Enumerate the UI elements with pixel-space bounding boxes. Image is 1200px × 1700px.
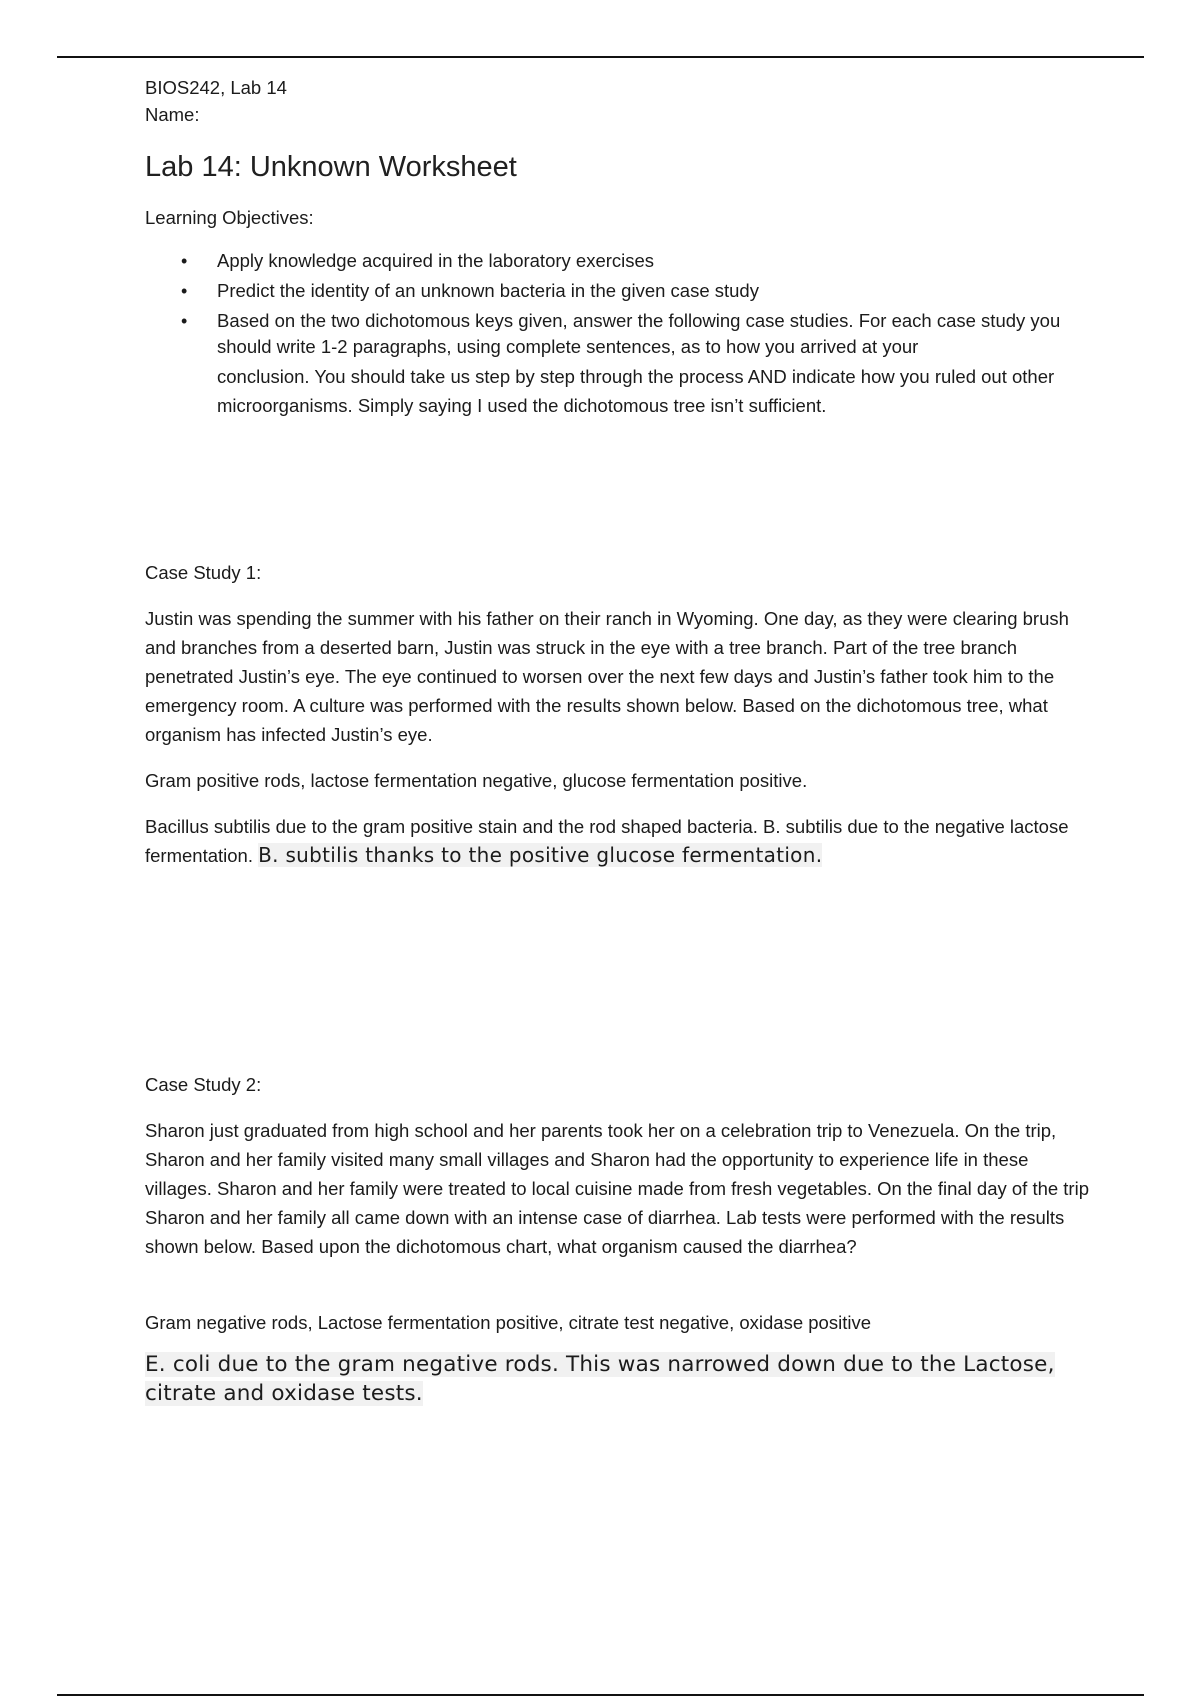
- document-page: [145, 74, 1095, 424]
- bullet-icon: •: [181, 281, 188, 301]
- case-study-2-answer-text: E. coli due to the gram negative rods. This was narrowed down due to the Lactose, citrate and oxidase tests.: [145, 1352, 1055, 1406]
- course-line: BIOS242, Lab 14: [145, 77, 287, 98]
- case-study-1-results: Gram positive rods, lactose fermentation negative, glucose fermentation positive.: [145, 770, 808, 791]
- objective-text: Apply knowledge acquired in the laboratory exercises: [217, 250, 655, 271]
- page-title: Lab 14: Unknown Worksheet: [145, 151, 517, 183]
- objectives-list: [145, 248, 1095, 420]
- objective-text: Predict the identity of an unknown bacteria in the given case study: [217, 280, 759, 301]
- case-study-1-label: Case Study 1:: [145, 562, 262, 583]
- case-study-1-answer-highlight: B. subtilis thanks to the positive glucose fermentation.: [258, 843, 823, 867]
- top-rule: [57, 56, 1144, 58]
- case-study-2-label: Case Study 2:: [145, 1074, 262, 1095]
- case-study-1-answer-text: Bacillus subtilis due to the gram positive stain and the rod shaped bacteria. B. subtilis due to the negative lactose fermentation.: [145, 816, 1069, 866]
- list-item: [181, 308, 1095, 420]
- list-item: [181, 278, 1095, 304]
- case-study-2-answer: [145, 1350, 1095, 1408]
- case-study-1-scenario: Justin was spending the summer with his father on their ranch in Wyoming. One day, as they were clearing brush and branches from a deserted barn, Justin was struck in the eye with a tree branch. Part of the tree branch penetrated Justin’s eye. The eye continued to worsen over the next few days and Justin’s father took him to the emergency room. A culture was performed with the results shown below. Based on the dichotomous tree, what organism has infected Justin’s eye.: [145, 608, 1069, 745]
- case-study-2-results: Gram negative rods, Lactose fermentation positive, citrate test negative, oxidase positive: [145, 1312, 871, 1333]
- case-study-2-scenario: Sharon just graduated from high school and her parents took her on a celebration trip to Venezuela. On the trip, Sharon and her family visited many small villages and Sharon had the opportunity to experience life in these villages. Sharon and her family were treated to local cuisine made from fresh vegetables. On the final day of the trip Sharon and her family all came down with an intense case of diarrhea. Lab tests were performed with the results shown below. Based upon the dichotomous chart, what organism caused the diarrhea?: [145, 1120, 1089, 1257]
- objective-continuation: conclusion. You should take us step by step through the process AND indicate how you ruled out other microorganisms. Simply saying I used the dichotomous tree isn’t sufficient.: [217, 366, 1055, 416]
- bullet-icon: •: [181, 251, 188, 271]
- objectives-heading: Learning Objectives:: [145, 207, 314, 228]
- bottom-rule: [57, 1694, 1144, 1696]
- objective-text: Based on the two dichotomous keys given, answer the following case studies. For each case study you should write 1-2 paragraphs, using complete sentences, as to how you arrived at your: [217, 310, 1061, 357]
- list-item: [181, 248, 1095, 274]
- case-study-1-answer: [145, 812, 1095, 870]
- name-label: Name:: [145, 104, 200, 125]
- bullet-icon: •: [181, 311, 188, 331]
